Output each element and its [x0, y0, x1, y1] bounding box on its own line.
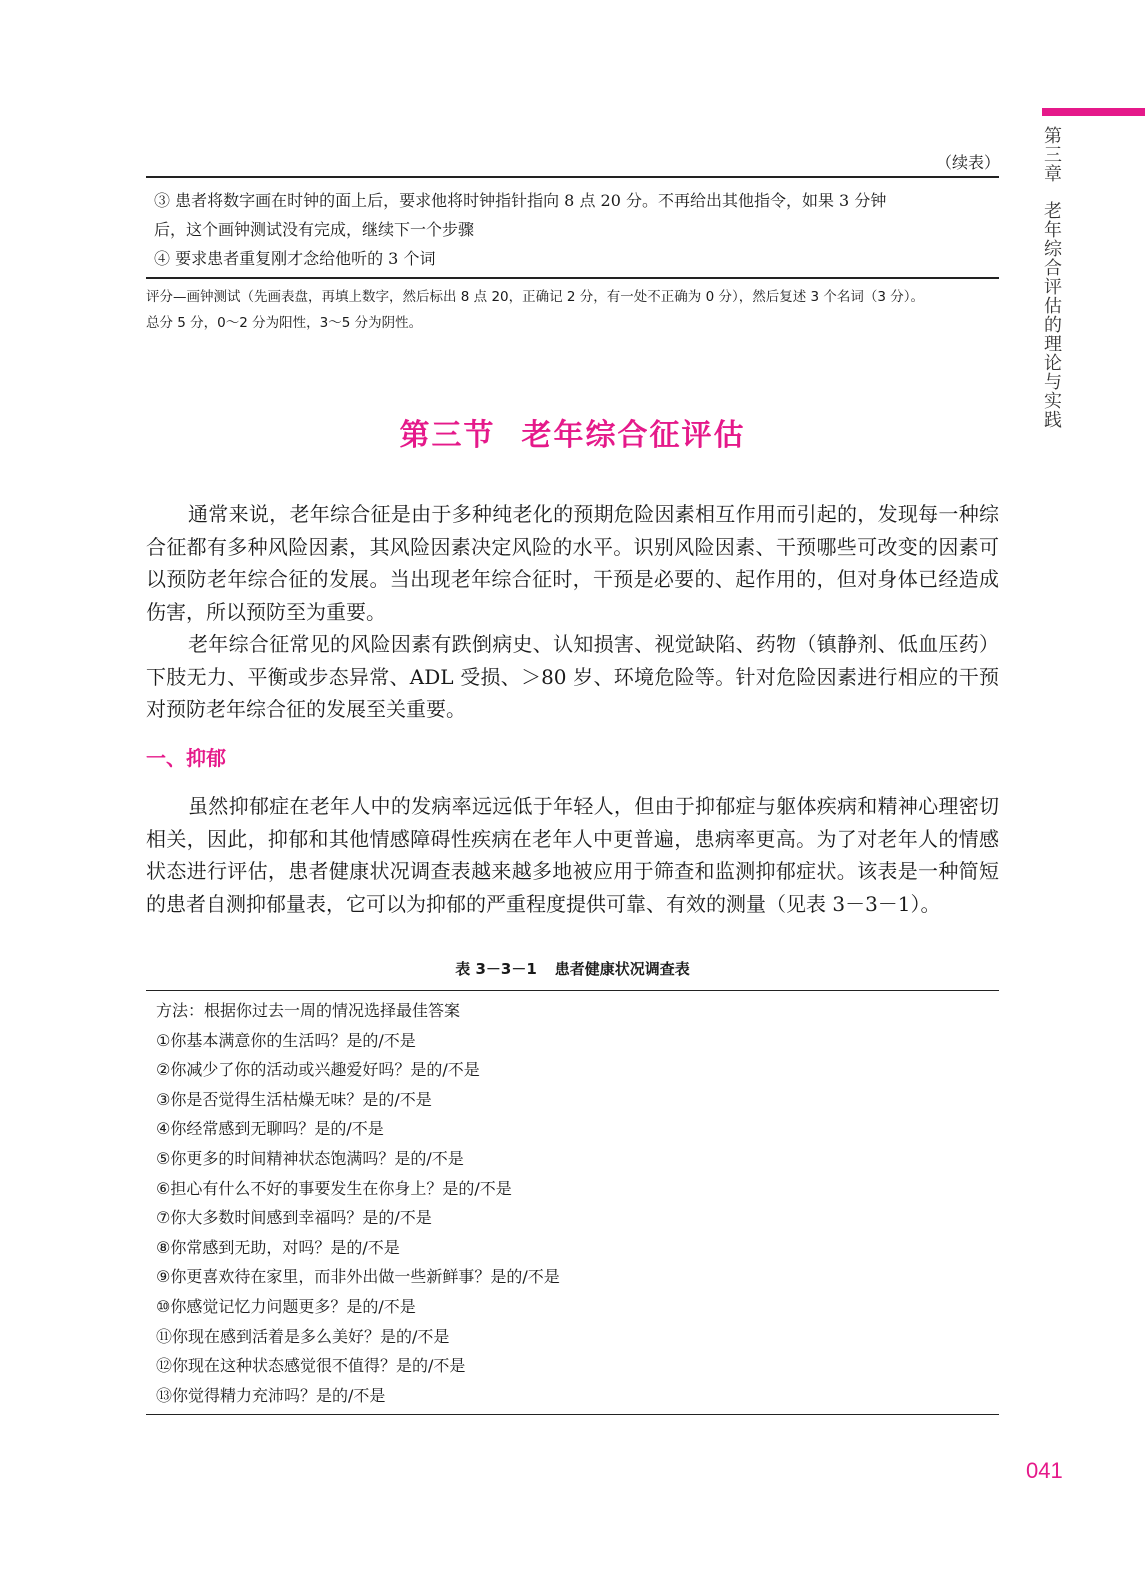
section-title — [146, 410, 999, 454]
paragraph: 通常来说，老年综合征是由于多种纯老化的预期危险因素相互作用而引起的，发现每一种综合征都有多种风险因素，其风险因素决定风险的水平。识别风险因素、干预哪些可改变的因素可以预防老年综合征的发展。当出现老年综合征时，干预是必要的、起作用的，但对身体已经造成伤害，所以预防至为重要。 — [146, 502, 999, 624]
section-number: 第三节 — [399, 418, 496, 453]
subsection-heading: 一、抑郁 — [146, 746, 226, 770]
running-header-vertical — [1036, 126, 1064, 429]
table-caption — [146, 958, 999, 979]
section-name: 老年综合征评估 — [521, 418, 746, 453]
table-row: ⑥担心有什么不好的事要发生在你身上？是的/不是 — [156, 1178, 512, 1198]
note-line: 总分 5 分，0～2 分为阳性，3～5 分为阴性。 — [146, 315, 423, 331]
table-row: ⑨你更喜欢待在家里，而非外出做一些新鲜事？是的/不是 — [156, 1267, 560, 1287]
chapter-accent-bar — [1042, 108, 1145, 116]
table-method: 方法：根据你过去一周的情况选择最佳答案 — [156, 1001, 461, 1020]
table-row: ⑪你现在感到活着是多么美好？是的/不是 — [156, 1326, 450, 1346]
paragraph: 老年综合征常见的风险因素有跌倒病史、认知损害、视觉缺陷、药物（镇静剂、低血压药）下肢无力、平衡或步态异常、ADL 受损、＞80 岁、环境危险等。针对危险因素进行相应的干预对预防老年综合征的发展至关重要。 — [146, 632, 999, 721]
table-row: ⑩你感觉记忆力问题更多？是的/不是 — [156, 1296, 416, 1316]
table-row: ③你是否觉得生活枯燥无味？是的/不是 — [156, 1089, 432, 1109]
intro-text — [146, 498, 999, 726]
table-row: ②你减少了你的活动或兴趣爱好吗？是的/不是 — [156, 1060, 480, 1080]
table-row: ⑬你觉得精力充沛吗？是的/不是 — [156, 1385, 386, 1405]
table-row: ④ 要求患者重复刚才念给他听的 3 个词 — [154, 249, 436, 268]
page-number: 041 — [1026, 1458, 1063, 1483]
continued-table — [146, 176, 999, 279]
paragraph: 虽然抑郁症在老年人中的发病率远远低于年轻人，但由于抑郁症与躯体疾病和精神心理密切相关，因此，抑郁和其他情感障碍性疾病在老年人中更普遍，患病率更高。为了对老年人的情感状态进行评估，患者健康状况调查表越来越多地被应用于筛查和监测抑郁症状。该表是一种简短的患者自测抑郁量表，它可以为抑郁的严重程度提供可靠、有效的测量（见表 3－3－1）。 — [146, 794, 999, 916]
note-line: 评分—画钟测试（先画表盘，再填上数字，然后标出 8 点 20，正确记 2 分，有一处不正确为 0 分），然后复述 3 个名词（3 分）。 — [146, 289, 925, 305]
table-row: ⑧你常感到无助，对吗？是的/不是 — [156, 1237, 400, 1257]
table-caption-number: 表 3－3－1 — [455, 960, 537, 978]
table-row: ④你经常感到无聊吗？是的/不是 — [156, 1119, 384, 1139]
chapter-label: 第三章 — [1041, 126, 1062, 183]
continued-table-label: （续表） — [935, 153, 1000, 172]
table-row: 后，这个画钟测试没有完成，继续下一个步骤 — [154, 220, 475, 239]
table-caption-title: 患者健康状况调查表 — [554, 960, 690, 978]
table-row: ①你基本满意你的生活吗？是的/不是 — [156, 1030, 416, 1050]
table-row: ⑦你大多数时间感到幸福吗？是的/不是 — [156, 1208, 432, 1228]
table-row: ③ 患者将数字画在时钟的面上后，要求他将时钟指针指向 8 点 20 分。不再给出其他指令，如果 3 分钟 — [154, 191, 887, 210]
table-row: ⑤你更多的时间精神状态饱满吗？是的/不是 — [156, 1148, 464, 1168]
subsection-text — [146, 790, 999, 920]
book-title: 老年综合评估的理论与实践 — [1041, 201, 1062, 429]
table-note — [146, 284, 1006, 336]
questionnaire-table — [146, 990, 999, 1415]
table-row: ⑫你现在这种状态感觉很不值得？是的/不是 — [156, 1356, 466, 1376]
